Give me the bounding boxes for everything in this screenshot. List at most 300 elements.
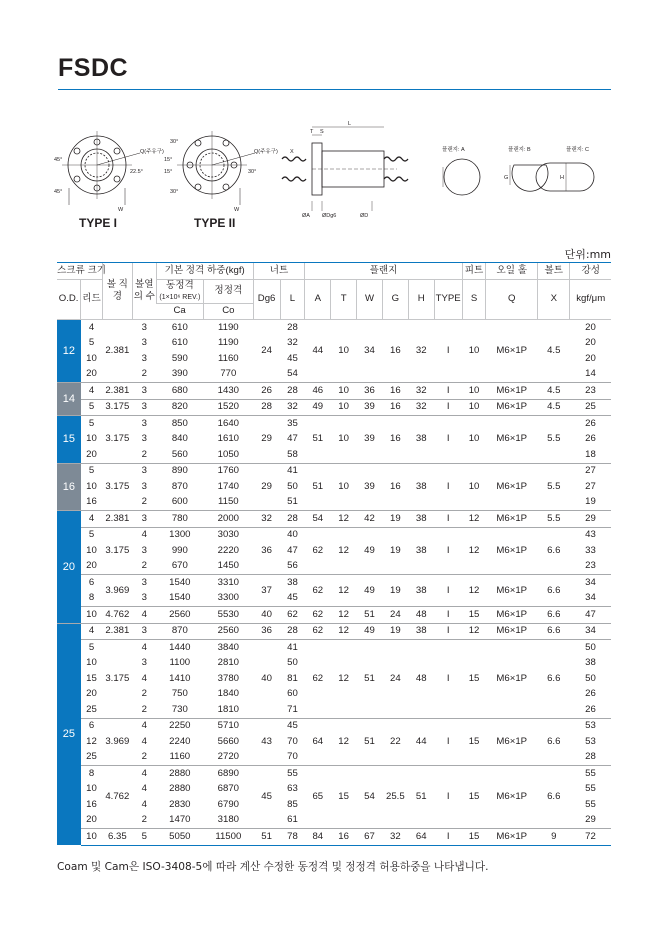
side-s: S bbox=[320, 129, 324, 135]
table-cell: 85 bbox=[287, 798, 298, 810]
table-cell: 51 bbox=[305, 463, 331, 511]
table-cell: 5.5 bbox=[538, 463, 570, 511]
table-cell: 6.6 bbox=[538, 607, 570, 624]
table-cell: 45 bbox=[280, 718, 305, 734]
header-static: 정정격 bbox=[204, 279, 254, 303]
table-cell: M6×1P bbox=[486, 766, 538, 829]
type2-label: TYPE II bbox=[194, 216, 236, 230]
header-x: X bbox=[538, 279, 570, 320]
table-cell: M6×1P bbox=[486, 416, 538, 464]
header-flange: 플랜지 bbox=[305, 263, 462, 280]
table-cell: 3.969 bbox=[102, 575, 132, 607]
header-dynamic-unit: (1×10⁶ REV.) bbox=[159, 293, 201, 301]
table-cell: 3840 bbox=[204, 640, 254, 656]
table-cell: I bbox=[434, 399, 462, 416]
table-cell: 10 bbox=[81, 607, 103, 624]
table-cell: 51 bbox=[357, 718, 383, 766]
table-cell: 16 bbox=[86, 496, 97, 508]
header-ball-circuits: 볼열 의 수 bbox=[132, 263, 156, 320]
table-cell: 2560 bbox=[156, 607, 203, 624]
table-cell: 2 bbox=[141, 496, 147, 508]
table-cell: 8 bbox=[81, 766, 103, 782]
table-cell: 610 bbox=[171, 337, 188, 349]
table-cell: 12 bbox=[331, 640, 357, 719]
table-cell: 1160 bbox=[169, 751, 191, 763]
table-cell: 1190 bbox=[218, 337, 239, 349]
table-cell: 2810 bbox=[217, 657, 239, 669]
table-cell: 56 bbox=[287, 560, 298, 572]
table-cell: 15 bbox=[462, 829, 486, 846]
table-cell: 1440 bbox=[156, 640, 203, 656]
table-cell: 26 bbox=[585, 703, 596, 715]
table-cell: 1150 bbox=[218, 496, 239, 508]
table-cell: 20 bbox=[570, 320, 611, 336]
table-cell: 10 bbox=[86, 480, 97, 492]
table-cell: 28 bbox=[280, 623, 305, 640]
table-cell: 15 bbox=[331, 766, 357, 829]
table-cell: 62 bbox=[305, 575, 331, 607]
header-oil: 오일 홀 bbox=[486, 263, 538, 280]
table-cell: 19 bbox=[585, 496, 596, 508]
od-cell: 15 bbox=[57, 416, 81, 464]
table-cell: 4 bbox=[132, 607, 156, 624]
table-cell: 5710 bbox=[204, 718, 254, 734]
table-cell: 19 bbox=[382, 623, 408, 640]
table-cell: 45 bbox=[287, 352, 298, 364]
table-cell: 25 bbox=[86, 703, 97, 715]
table-cell: 16 bbox=[382, 399, 408, 416]
table-cell: 6.6 bbox=[538, 640, 570, 719]
technical-drawing bbox=[52, 113, 612, 233]
table-cell: 18 bbox=[585, 448, 596, 460]
type1-angle-45b: 45° bbox=[54, 189, 63, 195]
table-cell: 2 bbox=[141, 814, 147, 826]
table-cell: 12 bbox=[462, 623, 486, 640]
table-cell: 6.6 bbox=[538, 718, 570, 766]
table-cell: 1300 bbox=[156, 527, 203, 543]
table-cell: 72 bbox=[570, 829, 611, 846]
table-cell: 560 bbox=[171, 448, 188, 460]
table-cell: 49 bbox=[357, 623, 383, 640]
table-cell: 55 bbox=[280, 766, 305, 782]
header-co: Co bbox=[204, 303, 254, 320]
table-cell: 890 bbox=[156, 463, 203, 479]
header-screw-size: 스크류 크기 bbox=[57, 263, 102, 280]
table-cell: M6×1P bbox=[486, 575, 538, 607]
table-cell: I bbox=[434, 527, 462, 575]
table-cell: 610 bbox=[156, 320, 203, 336]
table-cell: 10 bbox=[331, 383, 357, 400]
table-cell: 34 bbox=[570, 623, 611, 640]
table-cell: 12 bbox=[331, 718, 357, 766]
table-cell: 1840 bbox=[217, 688, 239, 700]
table-cell: 840 bbox=[171, 433, 188, 445]
table-cell: 15 bbox=[462, 640, 486, 719]
table-cell: I bbox=[434, 718, 462, 766]
table-cell: 19 bbox=[382, 511, 408, 528]
table-cell: 6.6 bbox=[538, 766, 570, 829]
table-row bbox=[57, 766, 611, 782]
flange-g-label: G bbox=[504, 175, 509, 181]
table-cell: 70 bbox=[287, 751, 298, 763]
table-cell: 4.5 bbox=[538, 399, 570, 416]
header-l: L bbox=[280, 279, 305, 320]
table-cell: 39 bbox=[357, 463, 383, 511]
table-cell: 64 bbox=[408, 829, 434, 846]
table-row bbox=[57, 829, 611, 846]
table-cell: 3 bbox=[141, 433, 147, 445]
table-cell: 54 bbox=[305, 511, 331, 528]
table-row bbox=[57, 607, 611, 624]
table-cell: 28 bbox=[253, 399, 280, 416]
table-cell: 55 bbox=[585, 783, 596, 795]
table-cell: 10 bbox=[86, 544, 97, 556]
table-cell: 12 bbox=[462, 511, 486, 528]
table-row bbox=[57, 383, 611, 400]
table-cell: 16 bbox=[382, 383, 408, 400]
table-cell: 3 bbox=[132, 399, 156, 416]
table-cell: 1450 bbox=[217, 560, 239, 572]
table-cell: 5660 bbox=[217, 735, 239, 747]
table-cell: 990 bbox=[171, 544, 188, 556]
table-cell: 3 bbox=[141, 337, 147, 349]
table-cell: 6 bbox=[81, 575, 103, 591]
table-cell: 3 bbox=[141, 657, 147, 669]
table-cell: 12 bbox=[331, 607, 357, 624]
table-cell: I bbox=[434, 320, 462, 383]
header-w: W bbox=[357, 279, 383, 320]
table-cell: M6×1P bbox=[486, 623, 538, 640]
type1-w: W bbox=[118, 207, 124, 213]
table-cell: M6×1P bbox=[486, 607, 538, 624]
table-cell: 47 bbox=[287, 544, 298, 556]
table-cell: 16 bbox=[382, 416, 408, 464]
table-cell: 10 bbox=[462, 383, 486, 400]
table-cell: 38 bbox=[408, 416, 434, 464]
type2-flange-view bbox=[177, 131, 255, 205]
table-cell: 51 bbox=[287, 496, 298, 508]
table-cell: 5 bbox=[81, 399, 103, 416]
table-cell: 38 bbox=[408, 575, 434, 607]
table-cell: 49 bbox=[305, 399, 331, 416]
od-cell: 12 bbox=[57, 320, 81, 383]
table-cell: 10 bbox=[331, 463, 357, 511]
table-row bbox=[57, 511, 611, 528]
table-cell: 4 bbox=[81, 383, 103, 400]
table-cell: 4.762 bbox=[102, 766, 132, 829]
table-cell: 680 bbox=[156, 383, 203, 400]
table-cell: 1190 bbox=[204, 320, 254, 336]
table-cell: 4.5 bbox=[538, 320, 570, 383]
table-cell: 62 bbox=[280, 607, 305, 624]
od-cell: 25 bbox=[57, 623, 81, 845]
side-phi-a: ØA bbox=[302, 213, 310, 219]
table-cell: 38 bbox=[585, 657, 596, 669]
table-cell: 870 bbox=[156, 623, 203, 640]
table-cell: 730 bbox=[171, 703, 188, 715]
table-cell: 58 bbox=[287, 448, 298, 460]
table-cell: 3 bbox=[141, 544, 147, 556]
table-cell: 51 bbox=[253, 829, 280, 846]
table-cell: 48 bbox=[408, 607, 434, 624]
table-cell: 23 bbox=[585, 560, 596, 572]
table-cell: 62 bbox=[305, 607, 331, 624]
table-cell: 20 bbox=[86, 688, 97, 700]
header-stiff-unit: kgf/μm bbox=[570, 279, 611, 320]
header-ca: Ca bbox=[156, 303, 203, 320]
table-cell: 2 bbox=[141, 703, 147, 715]
type2-angle-30a: 30° bbox=[170, 139, 179, 145]
table-cell: 36 bbox=[253, 623, 280, 640]
side-t: T bbox=[310, 129, 314, 135]
table-cell: 3.175 bbox=[102, 399, 132, 416]
table-cell: 19 bbox=[382, 527, 408, 575]
header-nut: 너트 bbox=[253, 263, 305, 280]
table-cell: 3 bbox=[141, 352, 147, 364]
table-cell: 2.381 bbox=[102, 383, 132, 400]
flange-c-label: 플랜지: C bbox=[566, 147, 589, 153]
table-cell: 1520 bbox=[204, 399, 254, 416]
table-cell: 51 bbox=[357, 640, 383, 719]
table-cell: 10 bbox=[331, 416, 357, 464]
table-cell: 20 bbox=[585, 337, 596, 349]
table-cell: 5.5 bbox=[538, 511, 570, 528]
table-cell: 1760 bbox=[204, 463, 254, 479]
header-od: O.D. bbox=[57, 279, 81, 320]
table-cell: 670 bbox=[171, 560, 188, 572]
table-cell: 5 bbox=[81, 527, 103, 543]
table-cell: 34 bbox=[357, 320, 383, 383]
table-cell: 47 bbox=[287, 433, 298, 445]
table-cell: 2830 bbox=[169, 798, 191, 810]
table-cell: 2.381 bbox=[102, 623, 132, 640]
table-cell: M6×1P bbox=[486, 383, 538, 400]
table-cell: 1810 bbox=[217, 703, 239, 715]
table-cell: 51 bbox=[357, 607, 383, 624]
table-cell: 43 bbox=[253, 718, 280, 766]
table-cell: 750 bbox=[171, 688, 188, 700]
table-cell: 54 bbox=[287, 368, 298, 380]
table-cell: 48 bbox=[408, 640, 434, 719]
table-cell: 22 bbox=[382, 718, 408, 766]
table-cell: M6×1P bbox=[486, 527, 538, 575]
table-cell: 5.5 bbox=[538, 416, 570, 464]
table-cell: 20 bbox=[86, 368, 97, 380]
table-cell: 2720 bbox=[217, 751, 239, 763]
table-row bbox=[57, 527, 611, 543]
table-cell: 15 bbox=[462, 766, 486, 829]
table-cell: 590 bbox=[171, 352, 188, 364]
table-cell: 20 bbox=[86, 448, 97, 460]
table-cell: 9 bbox=[538, 829, 570, 846]
table-cell: 26 bbox=[585, 688, 596, 700]
table-cell: 55 bbox=[585, 798, 596, 810]
table-cell: 6870 bbox=[217, 783, 239, 795]
table-cell: 34 bbox=[570, 575, 611, 591]
table-cell: 38 bbox=[408, 463, 434, 511]
table-cell: 2.381 bbox=[102, 320, 132, 383]
table-cell: M6×1P bbox=[486, 399, 538, 416]
table-cell: 3.175 bbox=[102, 527, 132, 575]
header-lead: 리드 bbox=[81, 279, 103, 320]
table-cell: 6.6 bbox=[538, 575, 570, 607]
table-cell: 53 bbox=[570, 718, 611, 734]
table-cell: M6×1P bbox=[486, 718, 538, 766]
table-cell: 12 bbox=[331, 511, 357, 528]
table-row bbox=[57, 399, 611, 416]
table-cell: 2560 bbox=[204, 623, 254, 640]
header-h: H bbox=[408, 279, 434, 320]
table-cell: 38 bbox=[280, 575, 305, 591]
header-fit: 피트 bbox=[462, 263, 486, 280]
table-cell: I bbox=[434, 623, 462, 640]
table-cell: 12 bbox=[462, 527, 486, 575]
table-cell: 40 bbox=[253, 640, 280, 719]
table-cell: 1100 bbox=[169, 657, 191, 669]
table-cell: 39 bbox=[357, 416, 383, 464]
table-cell: M6×1P bbox=[486, 640, 538, 719]
table-cell: 4.762 bbox=[102, 607, 132, 624]
table-cell: 3.969 bbox=[102, 718, 132, 766]
header-dynamic-label: 동정격 bbox=[165, 279, 194, 291]
table-cell: 3 bbox=[132, 383, 156, 400]
table-cell: 6.6 bbox=[538, 623, 570, 640]
table-cell: 4 bbox=[141, 672, 147, 684]
table-row bbox=[57, 623, 611, 640]
type2-angle-30c: 30° bbox=[248, 169, 257, 175]
table-cell: 4 bbox=[141, 783, 147, 795]
table-cell: 3 bbox=[132, 320, 156, 336]
table-cell: 10 bbox=[462, 399, 486, 416]
table-cell: 5 bbox=[81, 640, 103, 656]
table-cell: 12 bbox=[331, 623, 357, 640]
header-ball-dia: 볼 직경 bbox=[102, 263, 132, 320]
table-cell: 1470 bbox=[169, 814, 191, 826]
table-cell: 28 bbox=[280, 511, 305, 528]
table-cell: 2 bbox=[141, 751, 147, 763]
table-cell: 70 bbox=[287, 735, 298, 747]
table-cell: 15 bbox=[86, 672, 97, 684]
table-cell: 1410 bbox=[169, 672, 191, 684]
type2-angle-15b: 15° bbox=[164, 169, 173, 175]
table-cell: I bbox=[434, 766, 462, 829]
table-cell: I bbox=[434, 463, 462, 511]
table-cell: 3030 bbox=[204, 527, 254, 543]
table-cell: 850 bbox=[156, 416, 203, 432]
table-cell: 16 bbox=[331, 829, 357, 846]
table-cell: 38 bbox=[408, 623, 434, 640]
table-cell: 2 bbox=[141, 688, 147, 700]
header-s: S bbox=[462, 279, 486, 320]
table-cell: 67 bbox=[357, 829, 383, 846]
table-cell: 51 bbox=[305, 416, 331, 464]
table-cell: 45 bbox=[287, 592, 298, 604]
header-bolt: 볼트 bbox=[538, 263, 570, 280]
table-cell: 4 bbox=[132, 766, 156, 782]
table-cell: 60 bbox=[287, 688, 298, 700]
flange-shapes bbox=[443, 159, 594, 195]
table-cell: 46 bbox=[305, 383, 331, 400]
table-cell: 28 bbox=[585, 751, 596, 763]
table-cell: 23 bbox=[570, 383, 611, 400]
table-cell: 12 bbox=[86, 735, 97, 747]
table-cell: 84 bbox=[305, 829, 331, 846]
table-cell: 14 bbox=[585, 368, 596, 380]
type2-w: W bbox=[234, 207, 240, 213]
page-title: FSDC bbox=[58, 54, 129, 82]
table-cell: 3 bbox=[132, 511, 156, 528]
table-cell: 3.175 bbox=[102, 463, 132, 511]
table-cell: 42 bbox=[357, 511, 383, 528]
table-cell: 28 bbox=[280, 320, 305, 336]
header-dg6: Dg6 bbox=[253, 279, 280, 320]
table-cell: 870 bbox=[171, 480, 188, 492]
table-cell: 3.175 bbox=[102, 640, 132, 719]
table-cell: 24 bbox=[382, 640, 408, 719]
table-cell: 12 bbox=[331, 575, 357, 607]
table-cell: 35 bbox=[280, 416, 305, 432]
table-cell: 3.175 bbox=[102, 416, 132, 464]
table-cell: 49 bbox=[357, 575, 383, 607]
table-cell: 32 bbox=[408, 320, 434, 383]
header-g: G bbox=[382, 279, 408, 320]
flange-h-label: H bbox=[560, 175, 564, 181]
table-cell: 4 bbox=[141, 735, 147, 747]
table-cell: 4 bbox=[81, 623, 103, 640]
header-load: 기본 정격 하중(kgf) bbox=[156, 263, 253, 280]
table-cell: 40 bbox=[280, 527, 305, 543]
table-cell: 20 bbox=[585, 352, 596, 364]
table-cell: 32 bbox=[408, 383, 434, 400]
type1-label: TYPE I bbox=[79, 216, 118, 230]
table-cell: 24 bbox=[253, 320, 280, 383]
table-cell: 6.6 bbox=[538, 527, 570, 575]
table-cell: 37 bbox=[253, 575, 280, 607]
table-cell: 10 bbox=[462, 416, 486, 464]
table-cell: 10 bbox=[86, 783, 97, 795]
type1-angle-45a: 45° bbox=[54, 157, 63, 163]
table-cell: 15 bbox=[462, 718, 486, 766]
flange-a-label: 플랜지: A bbox=[442, 147, 465, 153]
table-cell: 34 bbox=[585, 592, 596, 604]
header-t: T bbox=[331, 279, 357, 320]
table-cell: 32 bbox=[382, 829, 408, 846]
table-cell: 20 bbox=[86, 814, 97, 826]
table-cell: 1610 bbox=[217, 433, 239, 445]
table-cell: 5 bbox=[132, 829, 156, 846]
table-cell: 51 bbox=[408, 766, 434, 829]
table-cell: M6×1P bbox=[486, 463, 538, 511]
table-cell: 27 bbox=[570, 463, 611, 479]
table-cell: 1540 bbox=[169, 592, 191, 604]
table-cell: 1540 bbox=[156, 575, 203, 591]
table-cell: 770 bbox=[220, 368, 237, 380]
table-cell: 16 bbox=[86, 798, 97, 810]
table-cell: 12 bbox=[331, 527, 357, 575]
table-cell: 63 bbox=[287, 783, 298, 795]
table-cell: 27 bbox=[585, 480, 596, 492]
table-cell: 45 bbox=[253, 766, 280, 829]
nut-side-view bbox=[282, 127, 408, 211]
table-cell: 4 bbox=[132, 640, 156, 656]
table-cell: 2250 bbox=[156, 718, 203, 734]
table-cell: 10 bbox=[462, 320, 486, 383]
table-cell: 44 bbox=[305, 320, 331, 383]
table-cell: 2220 bbox=[217, 544, 239, 556]
table-cell: 25 bbox=[570, 399, 611, 416]
table-cell: 64 bbox=[305, 718, 331, 766]
table-cell: 36 bbox=[253, 527, 280, 575]
